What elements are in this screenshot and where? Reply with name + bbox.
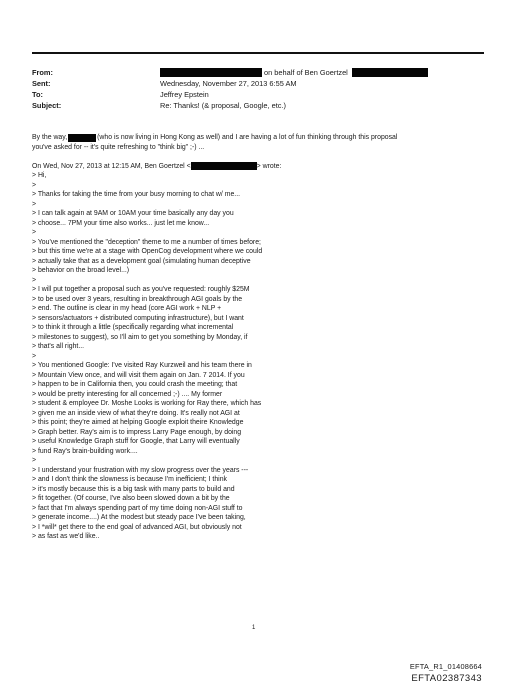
quoted-line: > useful Knowledge Graph stuff for Google, that Larry will eventually [32,438,240,445]
quoted-line: > [32,229,37,236]
quoted-line: > Graph better. Ray's aim is to impress Larry Page enough, by doing [32,428,242,436]
quoted-line: > actually take that as a development goal (simulating human deceptive [32,257,251,265]
quoted-line: > given me an inside view of what they're doing. It's really not AGI at [32,409,240,417]
quoted-line: > [32,276,37,284]
quoted-line: > Hi, [32,172,47,179]
subject-label: Subject: [32,101,62,110]
quoted-line: > but this time we're at a stage with OpenCog development where we could [32,248,263,255]
quoted-line: > I *will* get there to the end goal of advanced AGI, but obviously not [32,523,242,531]
quoted-line: > fact that I'm always spending part of my time doing non-AGI stuff to [32,504,243,512]
intro-line: By the way, (who is now living in Hong Kong as well) and I are having a lot of fun thinking through this proposal [32,134,398,141]
footer-bates-number: EFTA02387343 [411,673,482,684]
page-number: 1 [252,625,256,631]
quoted-line: > would be pretty interesting for all concerned ;-) .... My former [32,390,223,398]
subject-row [32,100,484,111]
sent-value: Wednesday, November 27, 2013 6:55 AM [160,79,297,88]
from-row [32,67,484,78]
quoted-line: > choose... 7PM your time also works... just let me know... [32,219,210,227]
quoted-line: > fund Ray's brain-building work.... [32,447,138,455]
quoted-line: > to think it through a little (specifically regarding what incremental [32,324,234,331]
quoted-line: > that's all right... [32,343,85,350]
redaction-box [352,68,428,77]
subject-value: Re: Thanks! (& proposal, Google, etc.) [160,101,286,110]
quoted-line: > sensors/actuators + distributed computing infrastructure), but I want [32,314,244,322]
quoted-line: > it's mostly because this is a big task with many parts to build and [32,485,235,493]
quote-attribution: On Wed, Nov 27, 2013 at 12:15 AM, Ben Goertzel < > wrote: [32,162,282,170]
quoted-line: > I can talk again at 9AM or 10AM your time basically any day you [32,210,234,217]
quoted-message [32,171,484,542]
redaction-box [68,134,96,142]
quoted-line: > I will put together a proposal such as you've requested: roughly $25M [32,286,250,293]
quoted-line: > You mentioned Google: I've visited Ray Kurzweil and his team there in [32,362,252,369]
redaction-box [160,68,262,77]
email-header [32,67,484,111]
quoted-line: > student & employee Dr. Moshe Looks is working for Ray there, which has [32,400,262,407]
quoted-line: > fit together. (Of course, I've also been slowed down a bit by the [32,495,230,502]
quoted-line: > [32,457,37,464]
quoted-line: > happen to be in California then, you could crash the meeting; that [32,381,238,388]
quoted-line: > as fast as we'd like.. [32,533,100,540]
quoted-line: > end. The outline is clear in my head (core AGI work + NLP + [32,305,222,312]
to-value: Jeffrey Epstein [160,90,209,99]
quoted-line: > You've mentioned the "deception" theme to me a number of times before; [32,238,261,246]
quoted-line: > generate income....) At the modest but steady pace I've been taking, [32,514,246,521]
to-row [32,89,484,100]
sent-label: Sent: [32,79,51,88]
email-body [32,133,484,542]
quoted-line: > [32,200,37,208]
quoted-line: > [32,181,37,189]
quoted-line: > Thanks for taking the time from your busy morning to chat w/ me... [32,191,241,198]
quoted-line: > behavior on the broad level...) [32,267,130,274]
quoted-line: > and I don't think the slowness is because I'm inefficient; I think [32,476,227,483]
header-rule [32,52,484,54]
quoted-line: > this point; they're aimed at helping Google exploit theire Knowledge [32,419,244,426]
quoted-line: > milestones to suggest), so I'll aim to get you something by Monday, if [32,333,248,341]
quoted-line: > I understand your frustration with my slow progress over the years --- [32,466,249,474]
quoted-line: > to be used over 3 years, resulting in breakthrough AGI goals by the [32,295,243,303]
quoted-line: > [32,352,37,360]
intro-line: you've asked for -- it's quite refreshing to "think big" ;-) ... [32,143,205,151]
redaction-box [191,162,257,170]
quoted-line: > Mountain View once, and will visit them again on Jan. 7 2014. If you [32,371,245,379]
from-value: on behalf of Ben Goertzel [264,68,348,77]
from-label: From: [32,68,53,77]
to-label: To: [32,90,43,99]
sent-row [32,78,484,89]
footer-doc-id: EFTA_R1_01408664 [409,662,482,671]
